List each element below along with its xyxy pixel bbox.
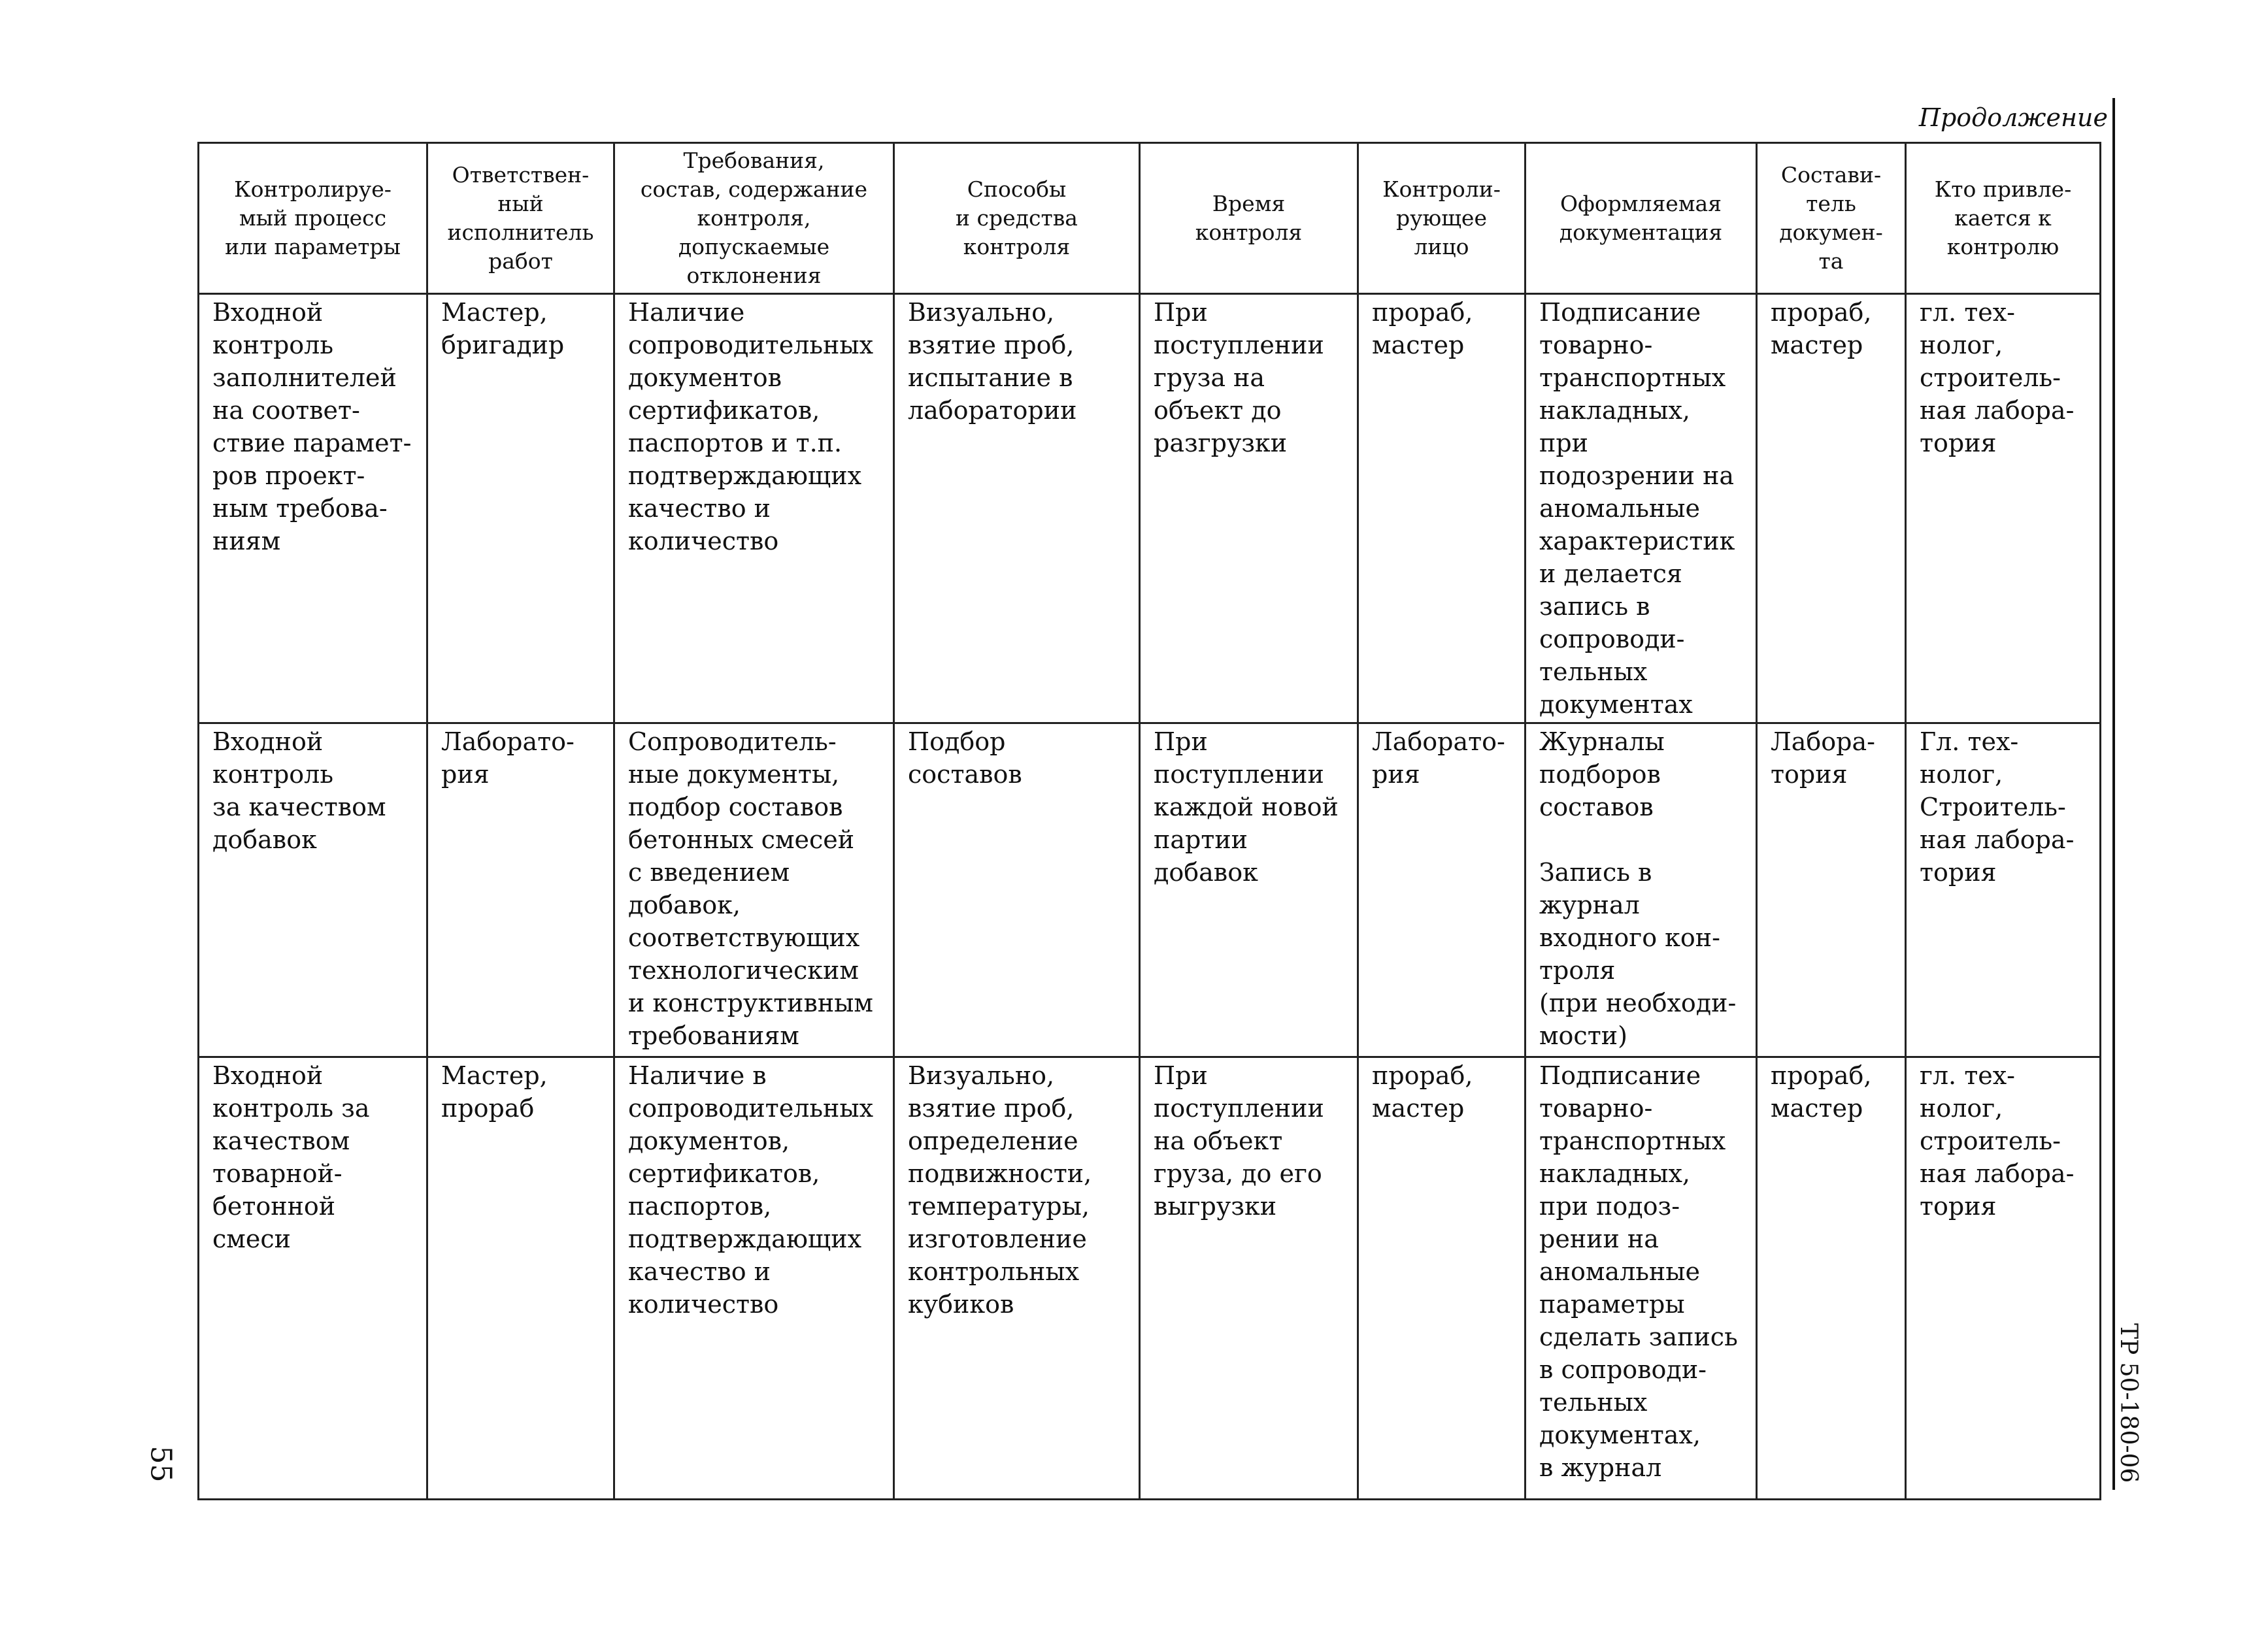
table-cell: прораб, мастер [1358,1057,1526,1500]
table-cell: Наличие сопроводительных документов сертификатов, паспортов и т.п. подтверждающих качество и количество [614,294,894,723]
table-cell: прораб, мастер [1358,294,1526,723]
table-cell: прораб, мастер [1757,1057,1906,1500]
header-cell: Способы и средства контроля [894,143,1140,294]
table-cell: Подписание товарно- транспортных накладных, при подозрении на аномальные характеристик и делается запись в сопроводи- тельных документах [1526,294,1757,723]
table-cell: гл. тех- нолог, строитель- ная лабора- тория [1906,1057,2101,1500]
table-cell: Наличие в сопроводительных документов, сертификатов, паспортов, подтверждающих качество и количество [614,1057,894,1500]
page-margin-rule [2112,98,2115,1490]
document-code: ТР 50-180-06 [2115,1323,2142,1483]
page-number: 55 [144,1445,178,1483]
table-cell: Визуально, взятие проб, определение подвижности, температуры, изготовление контрольных кубиков [894,1057,1140,1500]
table-cell: Входной контроль заполнителей на соответ- ствие парамет- ров проект- ным требова- ниям [199,294,427,723]
header-cell: Контролируе- мый процесс или параметры [199,143,427,294]
table-cell: Мастер, прораб [427,1057,614,1500]
table-cell: Входной контроль за качеством добавок [199,723,427,1057]
table-header-row [199,143,2101,294]
table-cell: Подбор составов [894,723,1140,1057]
control-table [197,142,2101,1500]
table-cell: При поступлении на объект груза, до его выгрузки [1140,1057,1358,1500]
table-cell: При поступлении груза на объект до разгрузки [1140,294,1358,723]
header-cell: Оформляемая документация [1526,143,1757,294]
table-cell: гл. тех- нолог, строитель- ная лабора- тория [1906,294,2101,723]
table-cell: Подписание товарно- транспортных накладных, при подоз- рении на аномальные параметры сделать запись в сопроводи- тельных документах, в журнал [1526,1057,1757,1500]
table-cell: Сопроводитель- ные документы, подбор составов бетонных смесей с введением добавок, соответствующих технологическим и конструктивным требованиям [614,723,894,1057]
header-cell: Кто привле- кается к контролю [1906,143,2101,294]
table-cell: Гл. тех- нолог, Строитель- ная лабора- тория [1906,723,2101,1057]
table-cell: Лаборато- рия [1358,723,1526,1057]
header-cell: Требования, состав, содержание контроля, допускаемые отклонения [614,143,894,294]
table-cell: Визуально, взятие проб, испытание в лаборатории [894,294,1140,723]
table-cell: Мастер, бригадир [427,294,614,723]
header-cell: Время контроля [1140,143,1358,294]
continuation-label: Продолжение [1918,103,2108,132]
table-cell: Входной контроль за качеством товарной- бетонной смеси [199,1057,427,1500]
table-cell: Журналы подборов составов Запись в журнал входного кон- троля (при необходи- мости) [1526,723,1757,1057]
table-cell: При поступлении каждой новой партии добавок [1140,723,1358,1057]
table-cell: Лаборато- рия [427,723,614,1057]
table-cell: Лабора- тория [1757,723,1906,1057]
table-row [199,1057,2101,1500]
table-row [199,294,2101,723]
table-row [199,723,2101,1057]
table-cell: прораб, мастер [1757,294,1906,723]
header-cell: Контроли- рующее лицо [1358,143,1526,294]
header-cell: Состави- тель докумен- та [1757,143,1906,294]
header-cell: Ответствен- ный исполнитель работ [427,143,614,294]
